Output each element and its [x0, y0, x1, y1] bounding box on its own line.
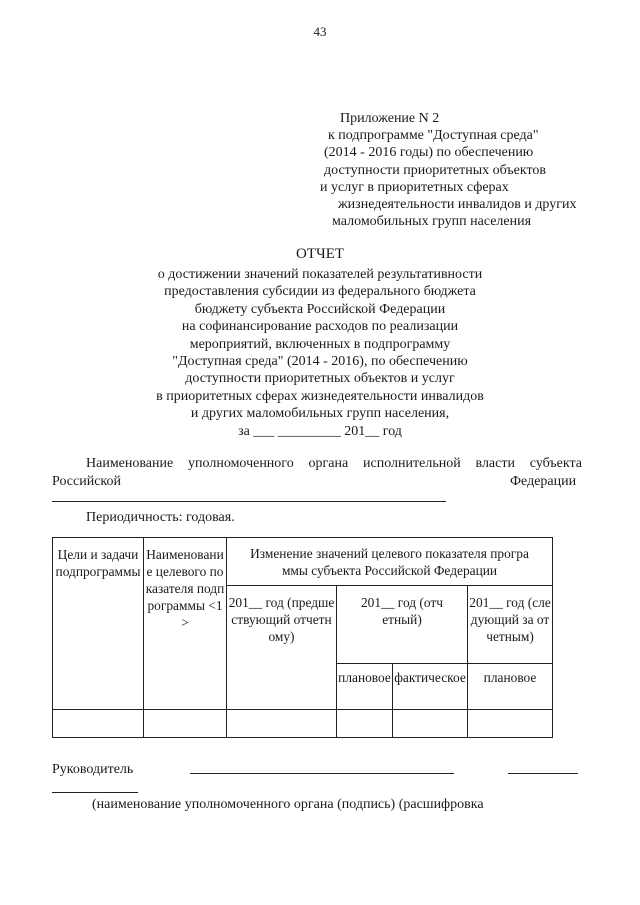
table-cell: [227, 710, 337, 738]
report-subtitle: [0, 266, 640, 440]
organization-label-cont: Российской: [52, 474, 121, 489]
appendix-header: [318, 110, 618, 230]
periodicity: Периодичность: годовая.: [86, 510, 235, 525]
header-change: Изменение значений целевого показателя программы субъекта Российской Федерации: [227, 538, 553, 586]
report-line: бюджету субъекта Российской Федерации: [194, 301, 446, 317]
report-line: на софинансирование расходов по реализации: [181, 319, 459, 335]
appendix-line: доступности приоритетных объектов: [324, 162, 546, 178]
header-report-year: 201__ год (отчетный): [337, 586, 468, 664]
table-cell: [393, 710, 468, 738]
organization-label-end: Федерации: [510, 474, 577, 489]
header-goals: Цели и задачи подпрограммы: [53, 538, 144, 710]
appendix-line: Приложение N 2: [340, 111, 440, 126]
appendix-line: и услуг в приоритетных сферах: [320, 179, 509, 195]
header-next-planned: плановое: [468, 664, 553, 710]
report-line: предоставления субсидии из федерального бюджета: [164, 284, 476, 300]
report-period-line: за ___ _________ 201__ год: [238, 423, 402, 439]
report-line: и других маломобильных групп населения,: [190, 406, 450, 422]
table-cell: [337, 710, 393, 738]
org-name-signature-line: [190, 773, 454, 774]
header-next-year: 201__ год (следующий за отчетным): [468, 586, 553, 664]
appendix-line: (2014 - 2016 годы) по обеспечению: [324, 145, 534, 161]
report-title: ОТЧЕТ: [295, 246, 345, 262]
appendix-line: к подпрограмме "Доступная среда": [328, 128, 539, 144]
head-label: Руководитель: [52, 762, 134, 777]
signature-caption: (наименование уполномоченного органа (подпись) (расшифровка: [92, 797, 484, 812]
decryption-line: [52, 792, 138, 793]
table-cell: [144, 710, 227, 738]
header-actual: фактическое: [393, 664, 468, 710]
table-cell: [53, 710, 144, 738]
report-line: мероприятий, включенных в подпрограмму: [189, 336, 451, 352]
header-planned: плановое: [337, 664, 393, 710]
organization-label: Наименование уполномоченного органа исполнительной власти субъекта: [86, 456, 582, 471]
signature-line: [508, 773, 578, 774]
report-line: о достижении значений показателей результативности: [157, 267, 483, 282]
header-prev-year: 201__ год (предшествующий отчетному): [227, 586, 337, 710]
page-number: 43: [313, 24, 327, 39]
table-cell: [468, 710, 553, 738]
report-table: [52, 537, 553, 738]
report-line: в приоритетных сферах жизнедеятельности инвалидов: [156, 388, 484, 404]
report-line: "Доступная среда" (2014 - 2016), по обеспечению: [172, 354, 468, 370]
header-indicator: Наименование целевого показателя подпрограммы <1>: [144, 538, 227, 710]
report-line: доступности приоритетных объектов и услуг: [185, 371, 455, 387]
organization-name-line: [52, 501, 446, 502]
appendix-line: маломобильных групп населения: [332, 214, 532, 230]
table-row: [53, 710, 553, 738]
appendix-line: жизнедеятельности инвалидов и других: [338, 197, 577, 213]
